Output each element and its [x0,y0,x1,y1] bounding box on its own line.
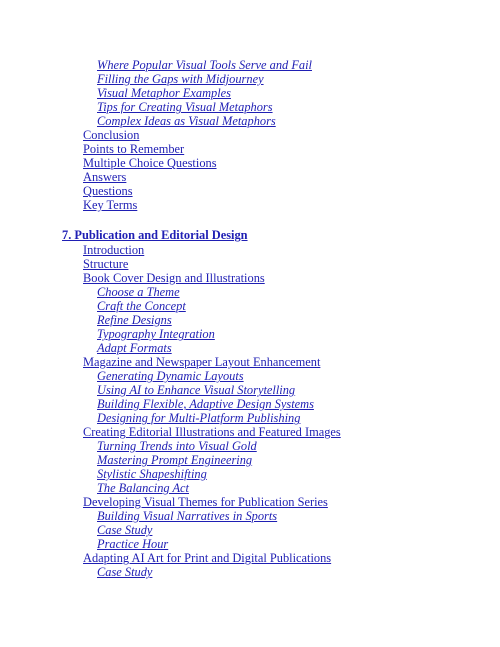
toc-link[interactable]: Creating Editorial Illustrations and Featured Images [83,425,341,439]
toc-link[interactable]: Case Study [97,523,153,537]
toc-link[interactable]: Craft the Concept [97,299,186,313]
toc-link[interactable]: Mastering Prompt Engineering [97,453,253,467]
toc-link[interactable]: Generating Dynamic Layouts [97,369,244,383]
toc-link[interactable]: Answers [83,170,127,184]
toc-link[interactable]: Refine Designs [97,313,172,327]
toc-link[interactable]: Using AI to Enhance Visual Storytelling [97,383,296,397]
toc-link[interactable]: Adapt Formats [97,341,172,355]
toc-link[interactable]: Where Popular Visual Tools Serve and Fail [97,58,312,72]
toc-link[interactable]: Tips for Creating Visual Metaphors [97,100,273,114]
toc-link[interactable]: Multiple Choice Questions [83,156,217,170]
toc-link[interactable]: Developing Visual Themes for Publication Series [83,495,328,509]
toc-link[interactable]: Book Cover Design and Illustrations [83,271,265,285]
toc-link[interactable]: Choose a Theme [97,285,180,299]
toc-link[interactable]: Practice Hour [97,537,169,551]
toc-link[interactable]: Adapting AI Art for Print and Digital Publications [83,551,332,565]
toc-link[interactable]: Structure [83,257,129,271]
toc-link[interactable]: Filling the Gaps with Midjourney [97,72,264,86]
toc-link[interactable]: Designing for Multi-Platform Publishing [97,411,301,425]
toc-link[interactable]: Stylistic Shapeshifting [97,467,207,481]
toc-link[interactable]: Case Study [97,565,153,579]
toc-link[interactable]: Typography Integration [97,327,215,341]
toc-link[interactable]: The Balancing Act [97,481,189,495]
toc-link[interactable]: Complex Ideas as Visual Metaphors [97,114,276,128]
toc-link[interactable]: Key Terms [83,198,138,212]
toc-link[interactable]: Building Flexible, Adaptive Design Systems [97,397,314,411]
toc-link[interactable]: Magazine and Newspaper Layout Enhancement [83,355,321,369]
toc-link[interactable]: Questions [83,184,133,198]
toc-link[interactable]: Conclusion [83,128,140,142]
toc-link[interactable]: Visual Metaphor Examples [97,86,231,100]
toc-link[interactable]: Building Visual Narratives in Sports [97,509,278,523]
toc-link[interactable]: Turning Trends into Visual Gold [97,439,257,453]
toc-link[interactable]: Points to Remember [83,142,185,156]
chapter-heading-link[interactable]: 7. Publication and Editorial Design [62,228,248,242]
toc-link[interactable]: Introduction [83,243,145,257]
